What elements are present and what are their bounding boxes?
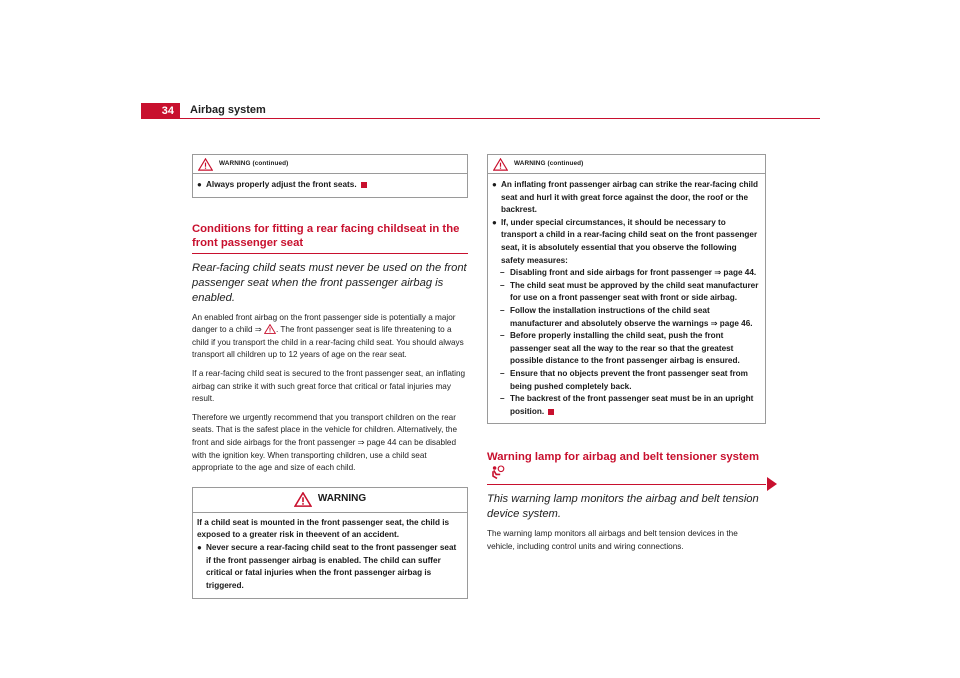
dash-text: The backrest of the front passenger seat must be in an upright position. [510,394,754,416]
warning-body [193,513,467,599]
dash-text: Disabling front and side airbags for front passenger ⇒ page 44. [510,268,757,278]
warning-box [192,487,468,600]
dash-item [492,267,761,280]
end-marker-icon [361,182,367,188]
bullet-text: An inflating front passenger airbag can strike the rear-facing child seat and hurl it with great force against the door, the roof or the backrest. [501,180,759,215]
dash-icon: – [500,305,505,315]
paragraph: If a rear-facing child seat is secured to the front passenger seat, an inflating airbag can strike it with such great force that critical or fatal injuries may result. [192,368,466,404]
bullet-icon: ● [197,180,202,189]
warning-continued-label: WARNING (continued) [514,159,584,167]
bullet-text: If, under special circumstances, it should be necessary to transport a child in a rear-facing child seat on the front passenger seat, it is absolutely essential that you observe the following safety measures: [501,217,758,265]
dash-item [492,330,761,368]
next-page-arrow-icon[interactable] [767,477,777,491]
dash-icon: – [500,368,505,378]
left-column [192,154,468,599]
list-item [197,179,463,192]
section-title: Conditions for fitting a rear facing childseat in the front passenger seat [192,222,468,254]
dash-text: Ensure that no objects prevent the front passenger seat from being pushed completely back. [510,368,748,391]
paragraph [192,312,468,362]
warning-label: WARNING [317,493,367,505]
bullet-icon: ● [492,217,497,227]
warning-continued-box [192,154,468,198]
warning-triangle-icon [294,492,312,507]
list-item [492,179,761,217]
paragraph-text-a: An enabled front airbag on the front passenger side is potentially a major danger to a child ⇒ [192,312,456,335]
airbag-warning-lamp-icon [489,464,505,480]
end-marker-icon [548,409,554,415]
dash-item [492,305,761,330]
paragraph: The warning lamp monitors all airbags and belt tension devices in the vehicle, including control units and wiring connections. [487,529,738,551]
list-item [492,217,761,267]
warning-continued-header [193,155,467,174]
dash-item [492,368,761,393]
section-subtitle: Rear-facing child seats must never be used on the front passenger seat when the front passenger airbag is enabled. [192,261,467,304]
bullet-icon: ● [492,180,497,189]
bullet-text: Always properly adjust the front seats. [206,180,357,189]
warning-continued-label: WARNING (continued) [219,159,289,167]
bullet-text: Never secure a rear-facing child seat to the front passenger seat if the front passenger airbag is enabled. The child can suffer critical or fatal injuries when the front passenger airbag is triggered. [206,542,457,590]
section-title [487,450,766,485]
page-number: 34 [141,103,180,119]
dash-item [492,280,761,305]
dash-icon: – [500,394,505,404]
dash-text: Before properly installing the child seat, push the front passenger seat all the way to the rear so that the greatest possible distance to the front passenger airbag is ensured. [510,331,740,366]
dash-text: Follow the installation instructions of the child seat manufacturer and absolutely observe the warnings ⇒ page 46. [510,305,753,328]
bullet-icon: ● [197,542,202,552]
chapter-title: Airbag system [190,104,266,116]
dash-item [492,393,761,418]
dash-icon: – [500,280,505,290]
list-item [197,542,463,592]
header-rule [180,118,820,119]
warning-triangle-icon [493,158,508,171]
warning-triangle-icon [198,158,213,171]
warning-header [193,488,467,513]
section-subtitle: This warning lamp monitors the airbag and belt tension device system. [487,493,759,521]
paragraph-text-b: . The front passenger seat is life threatening to a child if you transport the child in a rear-facing child seat. You should always transport all children up to 12 years of age on the rear seat. [192,325,464,360]
paragraph: Therefore we urgently recommend that you transport children on the rear seats. That is the safest place in the vehicle for children. Alternatively, the front and side airbags for the front passenger ⇒ page 44 can be disabled with the ignition key. When transporting children, use a child seat appropriate to the age and size of each child. [192,412,458,473]
warning-triangle-icon[interactable] [264,324,276,334]
warning-text: If a child seat is mounted in the front passenger seat, the child is exposed to a greater risk in theevent of an accident. [197,517,450,540]
dash-icon: – [500,268,505,278]
section-title-text: Warning lamp for airbag and belt tensioner system [487,451,760,464]
warning-continued-box [487,154,766,424]
right-column [487,154,766,559]
warning-continued-header [488,155,765,174]
dash-icon: – [500,331,505,341]
dash-text: The child seat must be approved by the child seat manufacturer for use on a front passenger seat with front or side airbag. [510,280,759,303]
